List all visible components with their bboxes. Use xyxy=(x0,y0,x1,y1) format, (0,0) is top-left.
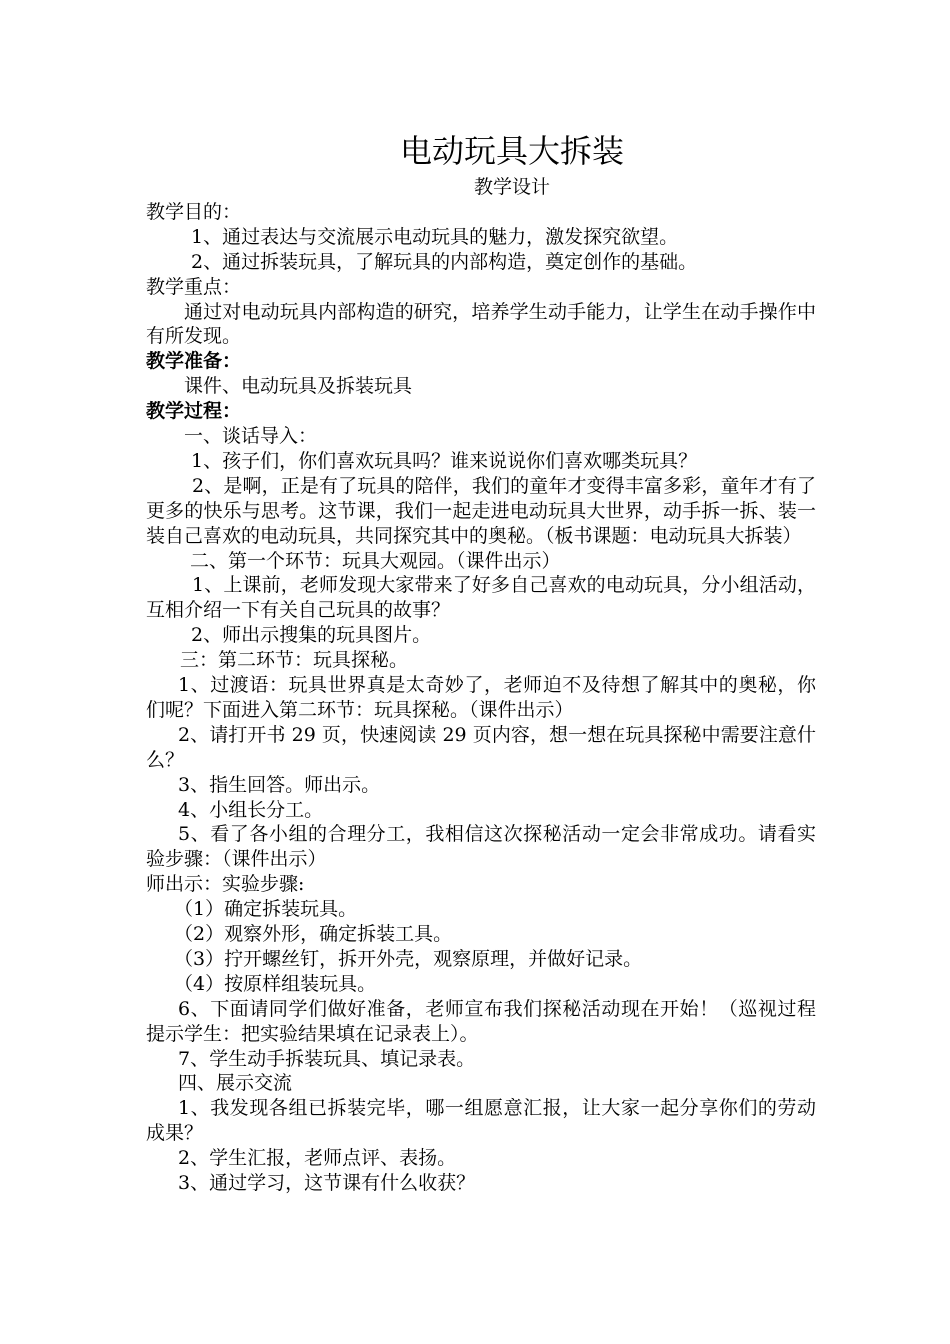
section-item: 4、小组长分工。 xyxy=(178,798,324,821)
objective-item: 1、通过表达与交流展示电动玩具的魅力，激发探究欲望。 xyxy=(191,225,679,248)
step-item: （1）确定拆装玩具。 xyxy=(174,898,358,921)
section-title: 三：第二环节：玩具探秘。 xyxy=(180,649,409,672)
section-item: 6、下面请同学们做好准备，老师宣布我们探秘活动现在开始！（巡视过程提示学生：把实验结果填在记录表上）。 xyxy=(146,997,816,1045)
page-title: 电动玩具大拆装 xyxy=(399,132,624,170)
focus-text: 通过对电动玩具内部构造的研究，培养学生动手能力，让学生在动手操作中有所发现。 xyxy=(146,300,816,348)
section-item: 2、学生汇报，老师点评、表扬。 xyxy=(178,1147,457,1170)
section-item: 1、我发现各组已拆装完毕，哪一组愿意汇报，让大家一起分享你们的劳动成果？ xyxy=(146,1097,816,1145)
objective-item: 2、通过拆装玩具，了解玩具的内部构造，奠定创作的基础。 xyxy=(191,250,698,273)
step-item: （3）拧开螺丝钉，拆开外壳，观察原理，并做好记录。 xyxy=(174,947,643,970)
section-item: 3、通过学习，这节课有什么收获？ xyxy=(178,1172,476,1194)
section-title: 四、展示交流 xyxy=(178,1072,293,1095)
page-subtitle: 教学设计 xyxy=(473,176,550,198)
step-item: （4）按原样组装玩具。 xyxy=(174,972,377,995)
section-item: 1、孩子们，你们喜欢玩具吗？谁来说说你们喜欢哪类玩具？ xyxy=(191,449,698,472)
section-item: 2、请打开书 29 页，快速阅读 29 页内容，想一想在玩具探秘中需要注意什么？ xyxy=(146,723,816,771)
section-item: 5、看了各小组的合理分工，我相信这次探秘活动一定会非常成功。请看实验步骤：（课件出示） xyxy=(146,823,816,871)
objectives-heading: 教学目的： xyxy=(146,201,242,223)
section-item: 7、学生动手拆装玩具、填记录表。 xyxy=(178,1047,476,1070)
section-title: 二、第一个环节：玩具大观园。（课件出示） xyxy=(190,549,561,572)
process-heading: 教学过程： xyxy=(146,400,242,423)
section-item: 1、上课前，老师发现大家带来了好多自己喜欢的电动玩具，分小组活动，互相介绍一下有关自己玩具的故事？ xyxy=(146,574,816,622)
steps-heading: 师出示：实验步骤: xyxy=(146,873,305,896)
preparation-heading: 教学准备： xyxy=(146,350,242,373)
preparation-text: 课件、电动玩具及拆装玩具 xyxy=(184,375,413,398)
section-item: 3、指生回答。师出示。 xyxy=(178,773,381,796)
step-item: （2）观察外形，确定拆装工具。 xyxy=(174,923,453,946)
section-title: 一、谈话导入： xyxy=(184,425,318,448)
document-body xyxy=(146,200,816,1196)
section-item: 2、是啊，正是有了玩具的陪伴，我们的童年才变得丰富多彩，童年才有了更多的快乐与思考。这节课，我们一起走进电动玩具大世界，动手拆一拆、装一装自己喜欢的电动玩具，共同探究其中的奥秘。（板书课题：电动玩具大拆装） xyxy=(146,474,816,547)
section-item: 1、过渡语：玩具世界真是太奇妙了，老师迫不及待想了解其中的奥秘，你们呢？下面进入第二环节：玩具探秘。（课件出示） xyxy=(146,674,816,721)
focus-heading: 教学重点： xyxy=(146,275,242,298)
section-item: 2、师出示搜集的玩具图片。 xyxy=(191,624,432,647)
